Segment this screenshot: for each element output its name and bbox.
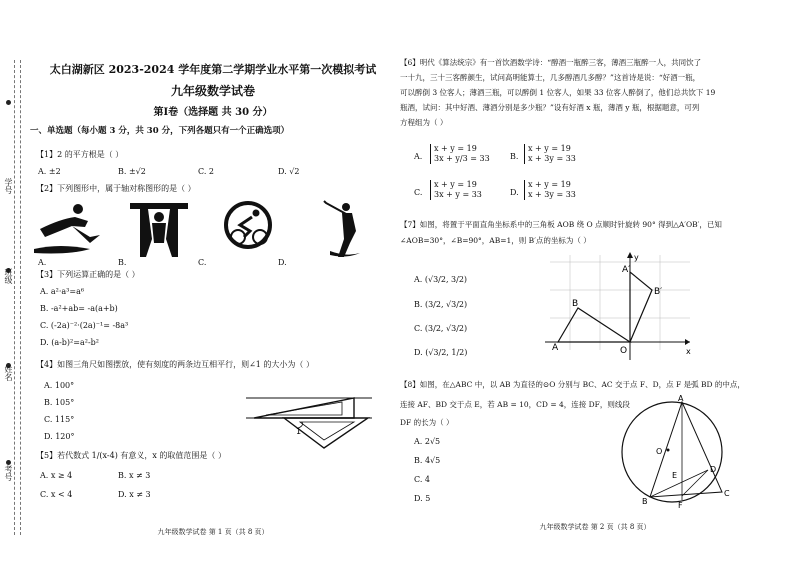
- q5-option-a[interactable]: A. x ≥ 4: [40, 471, 73, 480]
- q1-option-d[interactable]: D. √2: [278, 167, 300, 176]
- point-label: C: [724, 489, 730, 498]
- question-6-line: 方程组为（ ）: [400, 118, 448, 127]
- question-7-line: ∠AOB=30°，∠B=90°，AB=1，则 B′点的坐标为（ ）: [400, 236, 591, 245]
- q6-option-d[interactable]: D.: [510, 188, 519, 197]
- q6-option-c[interactable]: C.: [414, 188, 423, 197]
- page-footer: 九年级数学试卷 第 2 页（共 8 页）: [539, 523, 651, 531]
- point-label: B: [572, 299, 579, 309]
- left-page: [28, 0, 398, 575]
- q4-option-a[interactable]: A. 100°: [44, 381, 75, 390]
- point-label: A′: [622, 265, 631, 275]
- binding-label: 学号: [4, 178, 13, 194]
- question-8-line: 连接 AF、BD 交于点 E，若 AB = 10，CD = 4，连接 DF，则线段: [400, 400, 630, 409]
- equation: x + y = 19: [528, 144, 571, 153]
- binding-label: 班级: [4, 268, 13, 284]
- q8-option-b[interactable]: B. 4√5: [414, 456, 441, 465]
- q4-option-d[interactable]: D. 120°: [44, 432, 75, 441]
- point-label: D: [710, 465, 717, 474]
- point-label: F: [678, 501, 683, 510]
- q7-option-c[interactable]: C. (3/2, √3/2): [414, 324, 468, 333]
- binding-line: [20, 60, 21, 535]
- point-label: A: [552, 343, 559, 353]
- axis-label: y: [634, 253, 639, 262]
- q2-option-a[interactable]: A.: [38, 258, 47, 267]
- point-label: O: [656, 447, 663, 456]
- right-page: [400, 0, 790, 575]
- set-square-figure: [244, 378, 384, 450]
- question-6-line: 【6】明代《算法统宗》有一首饮酒数学诗：“醇酒一瓶醉三客，薄酒三瓶醉一人，共同饮了: [400, 58, 702, 67]
- point-label: A: [678, 394, 684, 403]
- figure-d-icon: [324, 201, 360, 257]
- figure-a-icon: [34, 204, 100, 254]
- equation: x + 3y = 33: [528, 190, 576, 199]
- q6-option-b[interactable]: B.: [510, 152, 519, 161]
- q6-option-b-system: [524, 144, 576, 164]
- q2-option-b[interactable]: B.: [118, 258, 127, 267]
- q4-option-c[interactable]: C. 115°: [44, 415, 75, 424]
- q5-option-b[interactable]: B. x ≠ 3: [118, 471, 151, 480]
- part-title: 第Ⅰ卷（选择题 共 30 分）: [153, 107, 273, 118]
- binding-label: 考号: [4, 465, 13, 481]
- page-footer: 九年级数学试卷 第 1 页（共 8 页）: [157, 528, 269, 536]
- circle-figure: [610, 392, 740, 512]
- q6-option-c-system: [430, 180, 482, 200]
- q1-option-b[interactable]: B. ±√2: [118, 167, 146, 176]
- binding-label: 姓名: [4, 365, 13, 381]
- equation: x + y = 19: [434, 144, 477, 153]
- angle-label: 1: [296, 427, 302, 436]
- q3-option-c[interactable]: C. (-2a)⁻²·(2a)⁻¹= -8a³: [40, 321, 129, 330]
- figure-b-icon: [130, 203, 188, 257]
- question-7-line: 【7】如图，将置于平面直角坐标系中的三角板 AOB 绕 O 点顺时针旋转 90° 得到△A′OB′，已知: [400, 220, 722, 229]
- q2-option-c[interactable]: C.: [198, 258, 207, 267]
- q5-option-d[interactable]: D. x ≠ 3: [118, 490, 151, 499]
- q8-option-c[interactable]: C. 4: [414, 475, 431, 484]
- question-2-stem: 【2】下列图形中，属于轴对称图形的是（ ）: [36, 184, 196, 193]
- q7-option-b[interactable]: B. (3/2, √3/2): [414, 300, 468, 309]
- question-3-stem: 【3】下列运算正确的是（ ）: [36, 270, 140, 279]
- q1-option-c[interactable]: C. 2: [198, 167, 215, 176]
- question-1-stem: 【1】2 的平方根是（ ）: [36, 150, 124, 159]
- question-4-stem: 【4】如图三角尺如图摆放，使有刻度的两条边互相平行，则∠1 的大小为（ ）: [36, 360, 314, 369]
- point-label: E: [672, 471, 678, 480]
- equation: x + y = 19: [434, 180, 477, 189]
- binding-hole: [6, 100, 11, 105]
- q4-option-b[interactable]: B. 105°: [44, 398, 75, 407]
- q5-option-c[interactable]: C. x < 4: [40, 490, 73, 499]
- q6-option-a[interactable]: A.: [414, 152, 423, 161]
- q3-option-a[interactable]: A. a²·a³=a⁶: [40, 287, 85, 296]
- question-6-line: 一十九，三十三客醉颜生，试问高明能算士，几多醇酒几多醇？”这首诗是说：“好酒一瓶，: [400, 73, 701, 82]
- axis-label: x: [686, 347, 691, 356]
- exam-title: 太白湖新区 2023-2024 学年度第二学期学业水平第一次模拟考试: [49, 63, 377, 76]
- paper-title: 九年级数学试卷: [170, 84, 255, 98]
- q7-option-d[interactable]: D. (√3/2, 1/2): [414, 348, 468, 357]
- equation: 3x + y = 33: [434, 190, 482, 199]
- q3-option-b[interactable]: B. -a²+ab= -a(a+b): [40, 304, 118, 313]
- q8-option-a[interactable]: A. 2√5: [414, 437, 441, 446]
- point-label: B: [642, 497, 648, 506]
- question-8-line: 【8】如图，在△ABC 中，以 AB 为直径的⊙O 分别与 BC、AC 交于点 F、D，点 F 是弧 BD 的中点，: [400, 380, 745, 389]
- question-6-line: 瓶酒，试问：其中好酒、薄酒分别是多少瓶？”设有好酒 x 瓶，薄酒 y 瓶，根据题意，可列: [400, 103, 700, 112]
- q3-option-d[interactable]: D. (a-b)²=a²-b²: [40, 338, 99, 347]
- figure-c-icon: [226, 203, 270, 247]
- point-label: B′: [654, 287, 663, 297]
- q6-option-a-system: [430, 144, 490, 164]
- point-label: O: [620, 346, 628, 356]
- q6-option-d-system: [524, 180, 576, 200]
- q8-option-d[interactable]: D. 5: [414, 494, 431, 503]
- q2-option-d[interactable]: D.: [278, 258, 287, 267]
- equation: x + y = 19: [528, 180, 571, 189]
- sport-figures: [30, 199, 360, 261]
- question-6-line: 可以醉倒 3 位客人；薄酒三瓶，可以醉倒 1 位客人，如果 33 位客人醉倒了，他们总共饮下 19: [400, 88, 716, 97]
- q1-option-a[interactable]: A. ±2: [38, 167, 61, 176]
- question-5-stem: 【5】若代数式 1/(x-4) 有意义，x 的取值范围是（ ）: [36, 451, 226, 460]
- rotation-figure: [540, 250, 700, 370]
- binding-line: [14, 60, 15, 535]
- question-8-line: DF 的长为（ ）: [400, 418, 454, 427]
- equation: 3x + y/3 = 33: [434, 154, 490, 163]
- section-heading: 一、单选题（每小题 3 分，共 30 分，下列各题只有一个正确选项）: [30, 126, 290, 136]
- q7-option-a[interactable]: A. (√3/2, 3/2): [414, 275, 468, 284]
- equation: x + 3y = 33: [528, 154, 576, 163]
